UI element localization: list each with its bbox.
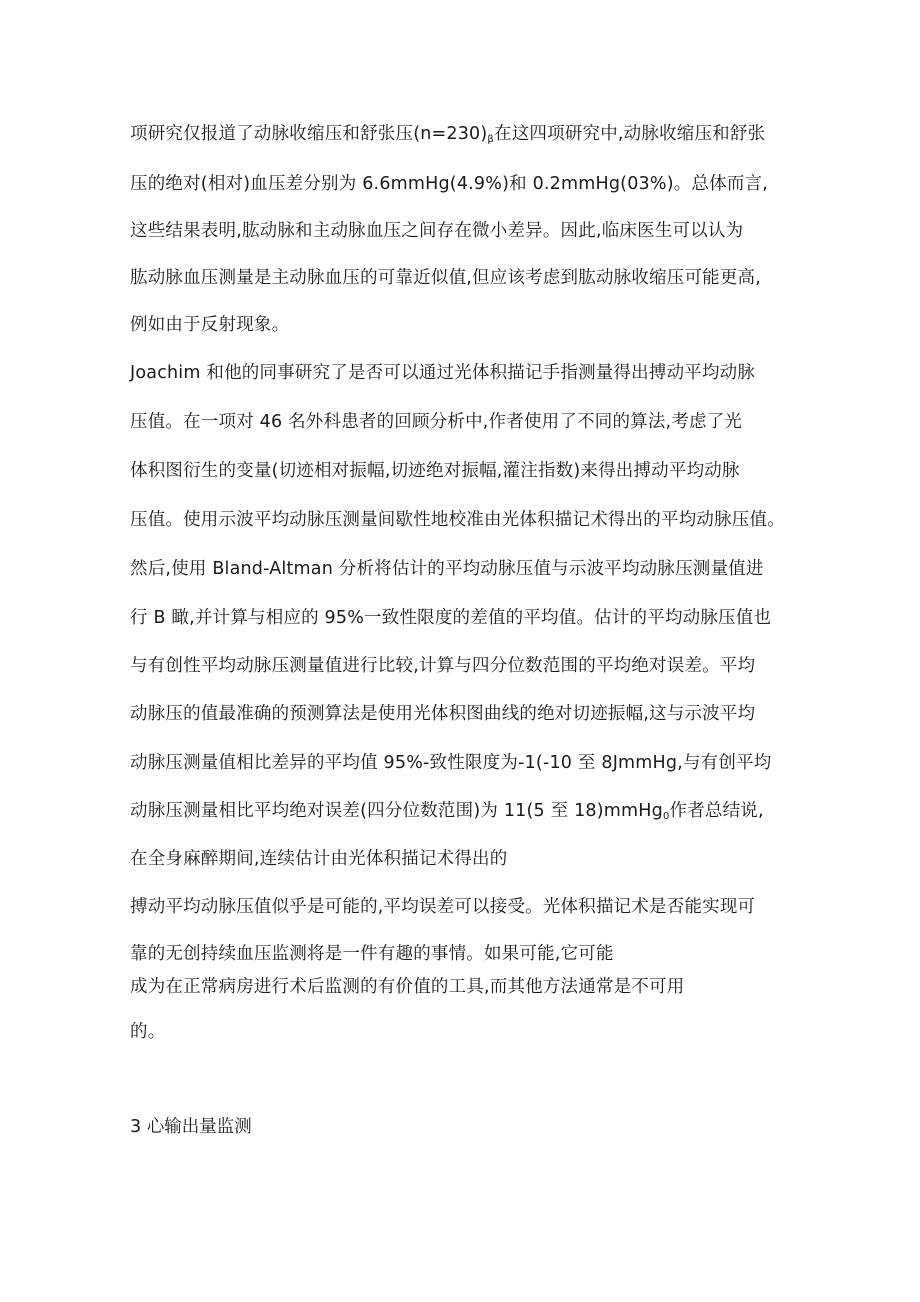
subscript-zero: 0 <box>662 811 670 822</box>
paragraph-2-line-9: 动脉压测量值相比差异的平均值 95%-致性限度为-1(-10 至 8JmmHg,与有创平均 <box>130 753 772 773</box>
paragraph-2-line-15: 的。 <box>130 1022 166 1042</box>
section-heading: 3 心输出量监测 <box>130 1117 252 1137</box>
paragraph-2-line-14: 成为在正常病房进行术后监测的有价值的工具,而其他方法通常是不可用 <box>130 977 685 997</box>
paragraph-2-line-10: 动脉压测量相比平均绝对误差(四分位数范围)为 11(5 至 18)mmHg$_0$作者总结说, <box>130 801 764 822</box>
paragraph-2-line-11: 在全身麻醉期间,连续估计由光体积描记术得出的 <box>130 849 508 869</box>
paragraph-1-line-1: 项研究仅报道了动脉收缩压和舒张压$(n=230)_\beta$在这四项研究中,动脉收缩压和舒张 <box>130 124 766 145</box>
paragraph-1-line-5: 例如由于反射现象。 <box>130 315 290 335</box>
paragraph-1-line-3: 这些结果表明,肱动脉和主动脉血压之间存在微小差异。因此,临床医生可以认为 <box>130 221 744 241</box>
paragraph-2-line-13: 靠的无创持续血压监测将是一件有趣的事情。如果可能,它可能 <box>130 944 614 964</box>
subscript-beta: β <box>487 134 495 145</box>
paragraph-2-line-4: 压值。使用示波平均动脉压测量间歇性地校准由光体积描记术得出的平均动脉压值。 <box>130 510 785 530</box>
paragraph-2-line-1: Joachim 和他的同事研究了是否可以通过光体积描记手指测量得出搏动平均动脉 <box>130 363 756 383</box>
paragraph-1-line-2: 压的绝对(相对)血压差分别为 6.6mmHg(4.9%)和 0.2mmHg(03%)。总体而言, <box>130 174 768 194</box>
paragraph-2-line-2: 压值。在一项对 46 名外科患者的回顾分析中,作者使用了不同的算法,考虑了光 <box>130 412 743 432</box>
paragraph-2-line-3: 体积图衍生的变量(切迹相对振幅,切迹绝对振幅,灌注指数)来得出搏动平均动脉 <box>130 461 740 481</box>
paragraph-2-line-7: 与有创性平均动脉压测量值进行比较,计算与四分位数范围的平均绝对误差。平均 <box>130 656 756 676</box>
paragraph-2-line-6: 行 B 瞰,并计算与相应的 95%一致性限度的差值的平均值。估计的平均动脉压值也 <box>130 608 772 628</box>
paragraph-2-line-12: 搏动平均动脉压值似乎是可能的,平均误差可以接受。光体积描记术是否能实现可 <box>130 897 756 917</box>
paragraph-2-line-5: 然后,使用 Bland-Altman 分析将估计的平均动脉压值与示波平均动脉压测量值进 <box>130 559 764 579</box>
paragraph-2-line-8: 动脉压的值最准确的预测算法是使用光体积图曲线的绝对切迹振幅,这与示波平均 <box>130 704 756 724</box>
paragraph-1-line-4: 肱动脉血压测量是主动脉血压的可靠近似值,但应该考虑到肱动脉收缩压可能更高, <box>130 268 762 288</box>
